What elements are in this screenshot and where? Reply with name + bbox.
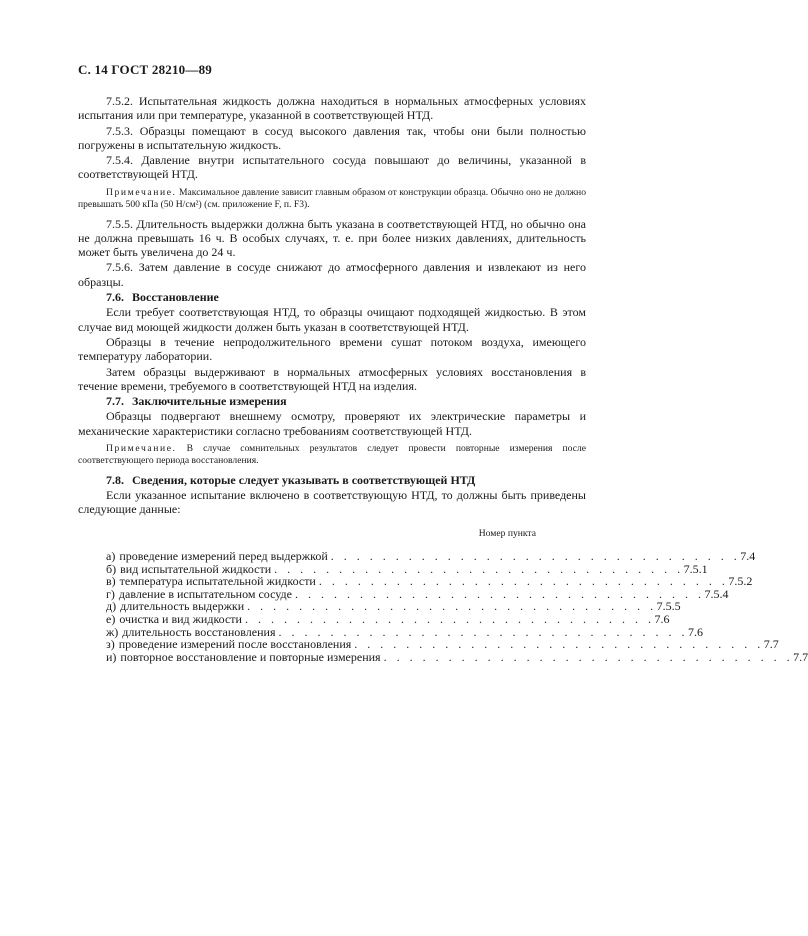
note-text: В случае сомнительных результатов следует провести повторные измерения после соответствующего периода восстановления.	[78, 443, 586, 467]
item-text: длительность выдержки	[120, 599, 245, 614]
leader-dots: . . . . . . . . . . . . . . . . . . . . . . . . . . . . . . . .	[354, 637, 764, 652]
item-text: проведение измерений после восстановления	[118, 637, 352, 652]
leader-dots: . . . . . . . . . . . . . . . . . . . . . . . . . . . . . . . .	[278, 624, 688, 639]
section-title: Сведения, которые следует указывать в соответствующей НТД	[132, 472, 476, 487]
required-data-list	[106, 549, 808, 664]
item-ref: 7.5.1	[683, 561, 708, 576]
item-letter: г)	[106, 586, 115, 601]
item-ref: 7.5.5	[656, 599, 681, 614]
list-column-header: Номер пункта	[478, 527, 536, 539]
paragraph-7-5-4: 7.5.4. Давление внутри испытательного сосуда повышают до величины, указанной в соответствующей НТД.	[78, 153, 586, 182]
item-ref: 7.4	[740, 549, 756, 564]
section-heading-7-8	[106, 473, 586, 487]
leader-dots: . . . . . . . . . . . . . . . . . . . . . . . . . . . . . . . .	[274, 561, 684, 576]
note-text: Максимальное давление зависит главным образом от конструкции образца. Обычно оно не должно превышать 500 кПа (50 Н/см²) (см. приложение F, п. F3).	[78, 186, 586, 211]
section-title: Восстановление	[132, 290, 219, 305]
list-item	[106, 599, 681, 614]
item-letter: е)	[106, 612, 116, 627]
section-number: 7.8.	[106, 472, 124, 487]
leader-dots: . . . . . . . . . . . . . . . . . . . . . . . . . . . . . . . .	[318, 574, 729, 589]
list-item	[106, 637, 779, 652]
item-letter: ж)	[106, 624, 119, 639]
section-heading-7-7	[106, 394, 586, 408]
paragraph-7-5-5: 7.5.5. Длительность выдержки должна быть указана в соответствующей НТД, но обычно она не должна превышать 16 ч. В особых случаях, т. е. при более низких давлениях, длительность может быть увеличена до 24 ч.	[78, 216, 586, 260]
leader-dots: . . . . . . . . . . . . . . . . . . . . . . . . . . . . . . . .	[244, 612, 655, 627]
paragraph-7-7: Образцы подвергают внешнему осмотру, проверяют их электрические параметры и механические характеристики согласно требованиям соответствующей НТД.	[78, 409, 586, 438]
item-letter: а)	[106, 549, 116, 564]
paragraph-7-5-3: 7.5.3. Образцы помещают в сосуд высокого давления так, чтобы они были полностью погружены в испытательную жидкость.	[78, 123, 586, 152]
item-letter: б)	[106, 561, 117, 576]
item-letter: в)	[106, 574, 116, 589]
leader-dots: . . . . . . . . . . . . . . . . . . . . . . . . . . . . . . . .	[383, 649, 794, 664]
item-ref: 7.6	[654, 612, 670, 627]
list-item	[106, 549, 756, 564]
item-text: повторное восстановление и повторные измерения	[120, 649, 381, 664]
item-ref: 7.5.4	[704, 586, 729, 601]
item-ref: 7.5.2	[728, 574, 753, 589]
item-letter: и)	[106, 649, 117, 664]
leader-dots: . . . . . . . . . . . . . . . . . . . . . . . . . . . . . . . .	[247, 599, 657, 614]
section-heading-7-6	[106, 290, 586, 304]
list-item	[106, 586, 729, 601]
list-item	[106, 574, 753, 589]
section-number: 7.6.	[106, 290, 124, 305]
item-letter: д)	[106, 599, 117, 614]
item-letter: з)	[106, 637, 115, 652]
note-repeat-measurements	[78, 443, 586, 468]
list-item	[106, 624, 703, 639]
document-body	[78, 94, 808, 664]
item-ref: 7.7	[763, 637, 779, 652]
section-title: Заключительные измерения	[132, 394, 287, 409]
leader-dots: . . . . . . . . . . . . . . . . . . . . . . . . . . . . . . . .	[330, 549, 741, 564]
note-label: Примечание.	[106, 443, 177, 455]
page-header: С. 14 ГОСТ 28210—89	[78, 62, 212, 77]
item-text: проведение измерений перед выдержкой	[119, 549, 328, 564]
item-text: длительность восстановления	[122, 624, 276, 639]
section-number: 7.7.	[106, 394, 124, 409]
leader-dots: . . . . . . . . . . . . . . . . . . . . . . . . . . . . . . . .	[294, 586, 705, 601]
list-item	[106, 612, 670, 627]
paragraph-7-5-6: 7.5.6. Затем давление в сосуде снижают до атмосферного давления и извлекают из него образцы.	[78, 260, 586, 289]
paragraph-7-5-2: 7.5.2. Испытательная жидкость должна находиться в нормальных атмосферных условиях испытания или при температуре, указанной в соответствующей НТД.	[78, 94, 586, 123]
item-ref: 7.6	[687, 624, 703, 639]
list-item	[106, 561, 708, 576]
paragraph-7-6-b: Образцы в течение непродолжительного времени сушат потоком воздуха, имеющего температуру лаборатории.	[78, 334, 586, 364]
item-text: температура испытательной жидкости	[119, 574, 316, 589]
list-item	[106, 649, 808, 664]
item-text: очистка и вид жидкости	[119, 612, 242, 627]
item-text: вид испытательной жидкости	[120, 561, 272, 576]
item-text: давление в испытательном сосуде	[118, 586, 292, 601]
note-pressure	[78, 187, 586, 212]
item-ref: 7.7	[793, 649, 808, 664]
paragraph-7-6-c: Затем образцы выдерживают в нормальных атмосферных условиях восстановления в течение времени, требуемого в соответствующей НТД на изделия.	[78, 364, 586, 393]
note-label: Примечание.	[106, 186, 177, 198]
paragraph-7-8: Если указанное испытание включено в соответствующую НТД, то должны быть приведены следующие данные:	[78, 488, 586, 517]
paragraph-7-6-a: Если требует соответствующая НТД, то образцы очищают подходящей жидкостью. В этом случае вид моющей жидкости должен быть указан в соответствующей НТД.	[78, 305, 586, 334]
